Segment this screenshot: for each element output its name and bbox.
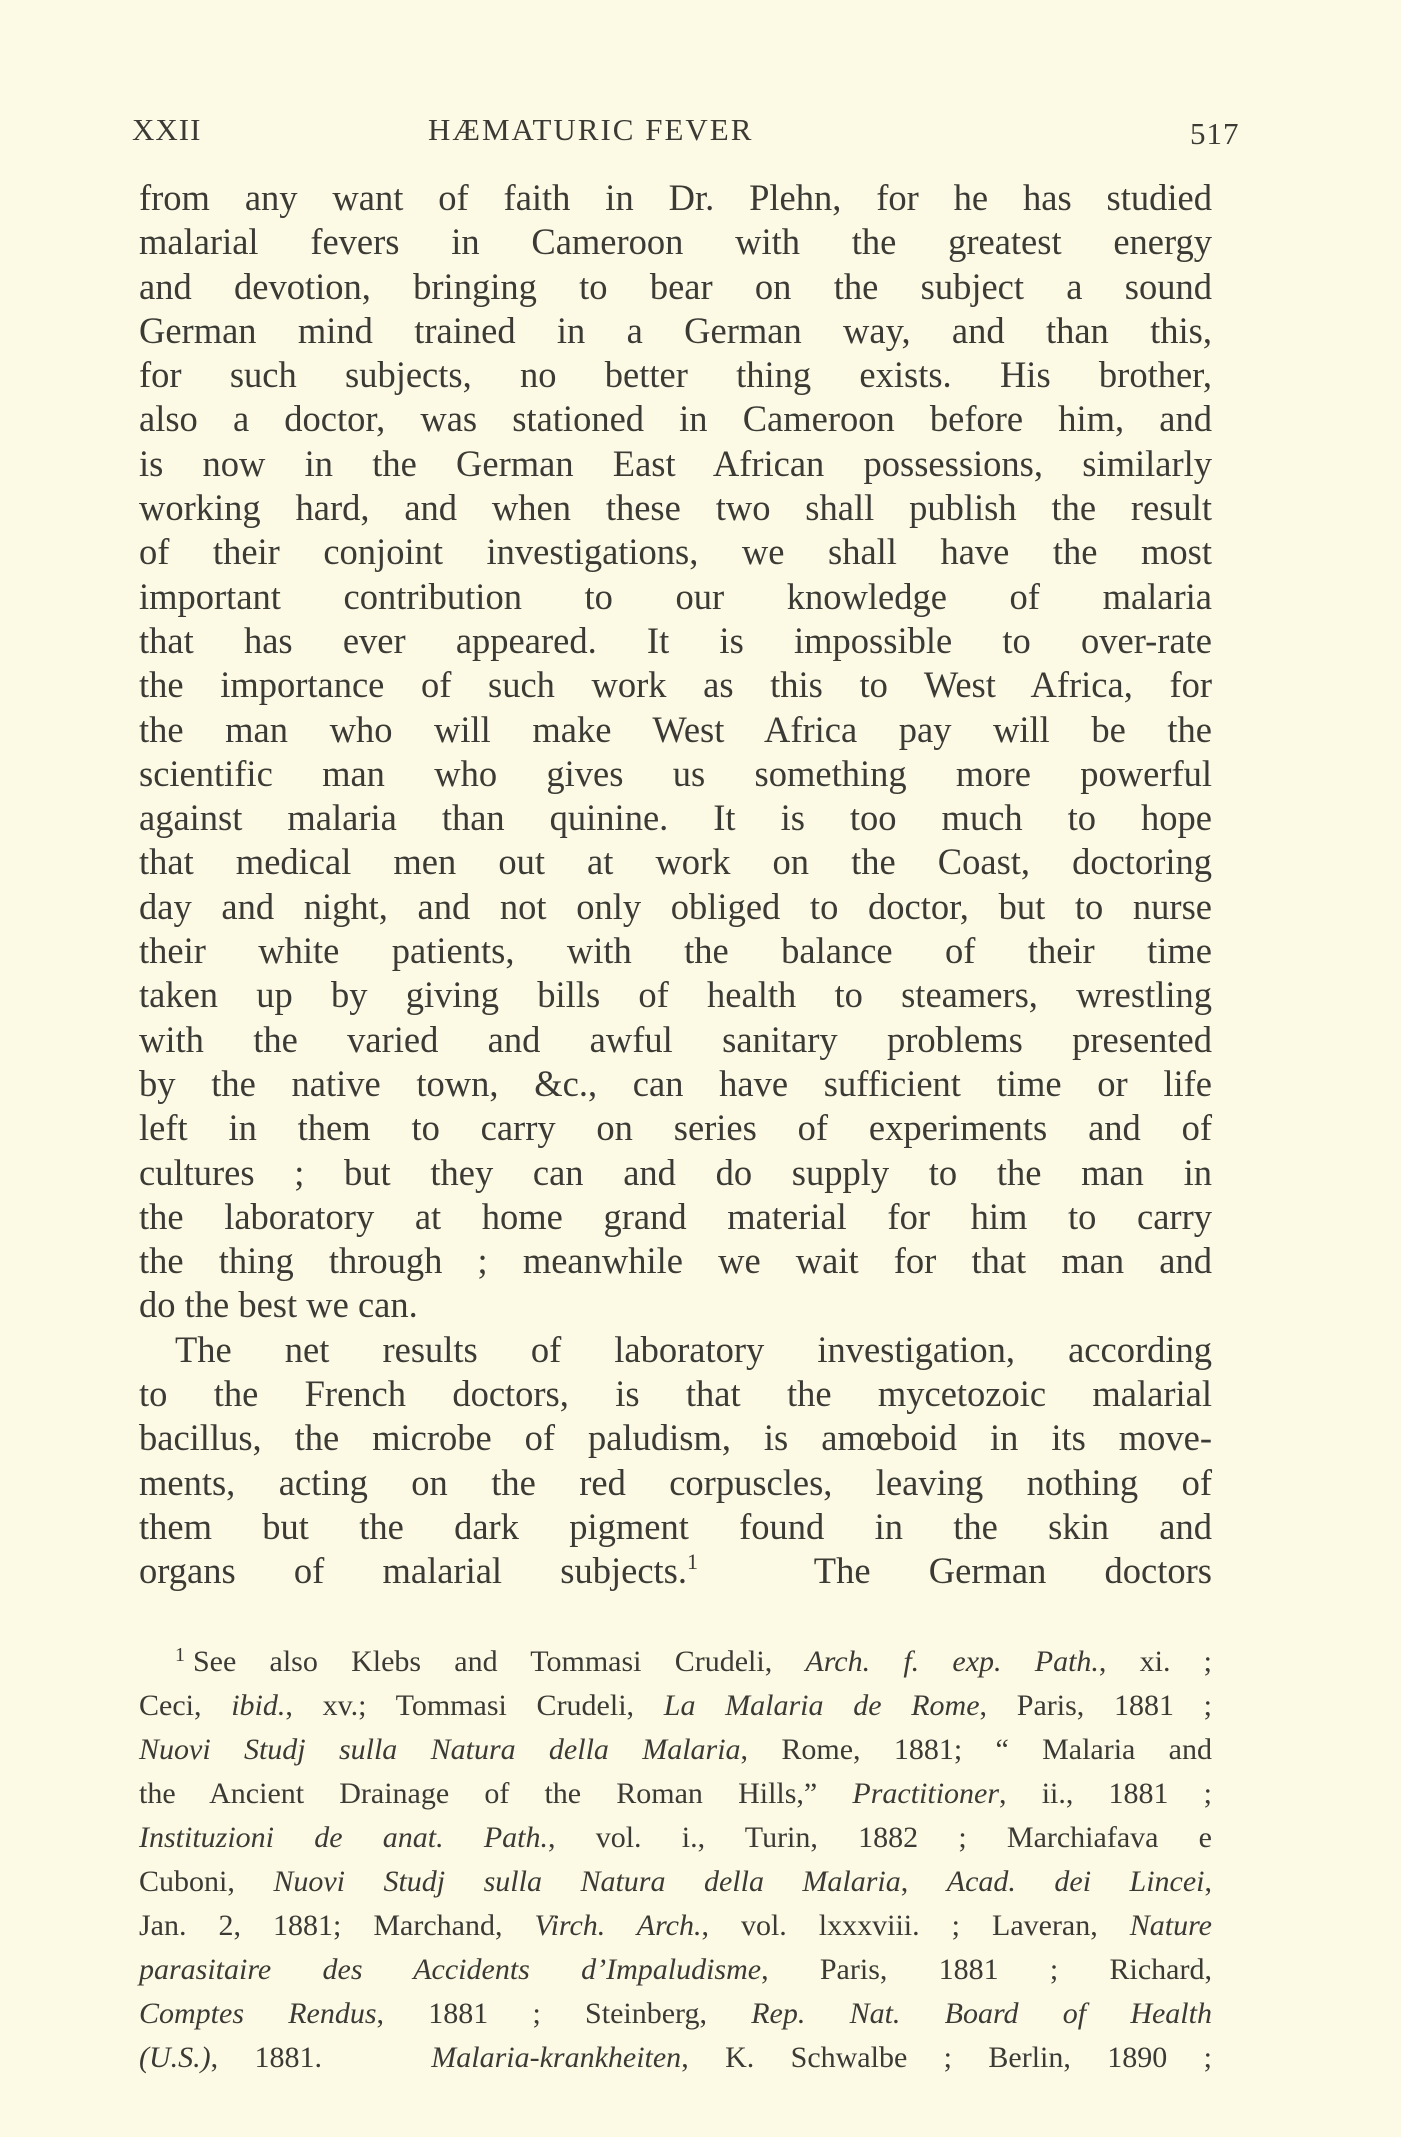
citation-title: Virch. Arch. [534,1909,702,1942]
footnote-line [139,1816,1212,1860]
text-segment: , Paris, 1881 ; [979,1689,1213,1722]
citation-title: Rep. Nat. Board of Health [751,1997,1212,2030]
citation-title: parasitaire des Accidents d’Impaludisme [139,1953,762,1986]
footnote-line [139,1640,1212,1684]
citation-title: Arch. f. exp. Path. [805,1645,1099,1678]
text-line: German mind trained in a German way, and than this, [139,309,1212,351]
citation-title: La Malaria de Rome [663,1689,980,1722]
citation-title: Acad. dei Lincei [946,1865,1205,1898]
footnote-line [139,1948,1212,1992]
text-line: taken up by giving bills of health to steamers, wrestling [139,974,1212,1016]
citation-title: Nuovi Studj sulla Natura della Malaria [139,1733,741,1766]
text-line: that has ever appeared. It is impossible to over-rate [139,619,1212,661]
citation-title: Malaria-krankheiten [431,2041,682,2074]
text-segment: See also Klebs and Tommasi Crudeli, [193,1645,806,1678]
text-line: the laboratory at home grand material for him to carry [139,1195,1212,1237]
citation-title: ibid. [231,1689,286,1722]
footnote-marker: 1 [175,1644,185,1666]
page-number: 517 [1190,116,1240,151]
citation-title: Practitioner [852,1777,1000,1810]
text-line: of their conjoint investigations, we shall have the most [139,531,1212,573]
paragraph-2 [139,1328,1212,1594]
body-text [139,176,1212,1594]
text-line: important contribution to our knowledge of malaria [139,575,1212,617]
text-line: by the native town, &c., can have sufficient time or life [139,1062,1212,1104]
text-segment: , 1881. [210,2041,432,2074]
footnote-line [139,2036,1212,2080]
text-line: malarial fevers in Cameroon with the greatest energy [139,221,1212,263]
text-line: is now in the German East African possessions, similarly [139,442,1212,484]
citation-title: Instituzioni de anat. Path. [139,1821,548,1854]
text-segment: Jan. 2, 1881; Marchand, [139,1909,535,1942]
text-segment: , Rome, 1881; “ Malaria and [740,1733,1212,1766]
text-line [139,1549,1212,1593]
citation-title: Comptes Rendus [139,1997,377,2030]
text-line: scientific man who gives us something more powerful [139,752,1212,794]
text-segment: organs of malarial subjects. [139,1550,688,1592]
text-line: also a doctor, was stationed in Cameroon before him, and [139,398,1212,440]
citation-title: Nature [1129,1909,1212,1942]
text-segment: Ceci, [139,1689,232,1722]
text-line: them but the dark pigment found in the skin and [139,1505,1212,1547]
text-line: day and night, and not only obliged to doctor, but to nurse [139,885,1212,927]
chapter-number: XXII [132,112,202,147]
text-segment: , ii., 1881 ; [999,1777,1212,1810]
citation-title: (U.S.) [139,2041,211,2074]
text-segment: , K. Schwalbe ; Berlin, 1890 ; [681,2041,1213,2074]
text-segment: , xv.; Tommasi Crudeli, [285,1689,664,1722]
text-segment: Cuboni, [139,1865,274,1898]
text-line: the thing through ; meanwhile we wait for that man and [139,1240,1212,1282]
text-line: the importance of such work as this to West Africa, for [139,664,1212,706]
text-line: for such subjects, no better thing exists. His brother, [139,354,1212,396]
text-line: The net results of laboratory investigation, according [175,1328,1212,1370]
citation-title: Nuovi Studj sulla Natura della Malaria [273,1865,901,1898]
footnote-line [139,1904,1212,1948]
footnote-line [139,1860,1212,1904]
footnote-line [139,1772,1212,1816]
text-segment: , Paris, 1881 ; Richard, [761,1953,1212,1986]
paragraph-1 [139,176,1212,1328]
text-line: left in them to carry on series of experiments and of [139,1107,1212,1149]
text-segment: , vol. lxxxviii. ; Laveran, [701,1909,1130,1942]
footnote-line [139,1684,1212,1728]
text-line: bacillus, the microbe of paludism, is amœboid in its move- [139,1417,1212,1459]
text-line: do the best we can. [139,1284,418,1326]
text-line: working hard, and when these two shall publish the result [139,487,1212,529]
footnote-line [139,1728,1212,1772]
footnote-reference[interactable]: 1 [687,1549,699,1575]
text-segment: , [1204,1865,1212,1898]
text-line: against malaria than quinine. It is too much to hope [139,797,1212,839]
footnotes [139,1640,1212,2080]
footnote-line [139,1992,1212,2036]
text-line: from any want of faith in Dr. Plehn, for he has studied [139,177,1212,218]
text-segment: , xi. ; [1098,1645,1213,1678]
text-line: with the varied and awful sanitary problems presented [139,1018,1212,1060]
text-segment: The German doctors [698,1550,1213,1592]
running-title: HÆMATURIC FEVER [428,112,754,147]
text-line: their white patients, with the balance of their time [139,930,1212,972]
text-segment: the Ancient Drainage of the Roman Hills,” [139,1777,853,1810]
text-line: ments, acting on the red corpuscles, leaving nothing of [139,1461,1212,1503]
text-segment: , 1881 ; Steinberg, [376,1997,752,2030]
text-line: that medical men out at work on the Coast, doctoring [139,841,1212,883]
text-line: and devotion, bringing to bear on the subject a sound [139,265,1212,307]
text-line: cultures ; but they can and do supply to the man in [139,1151,1212,1193]
text-segment: , [900,1865,947,1898]
text-segment: , vol. i., Turin, 1882 ; Marchiafava e [548,1821,1212,1854]
running-head [132,112,1240,152]
text-line: the man who will make West Africa pay will be the [139,708,1212,750]
text-line: to the French doctors, is that the mycetozoic malarial [139,1373,1212,1415]
